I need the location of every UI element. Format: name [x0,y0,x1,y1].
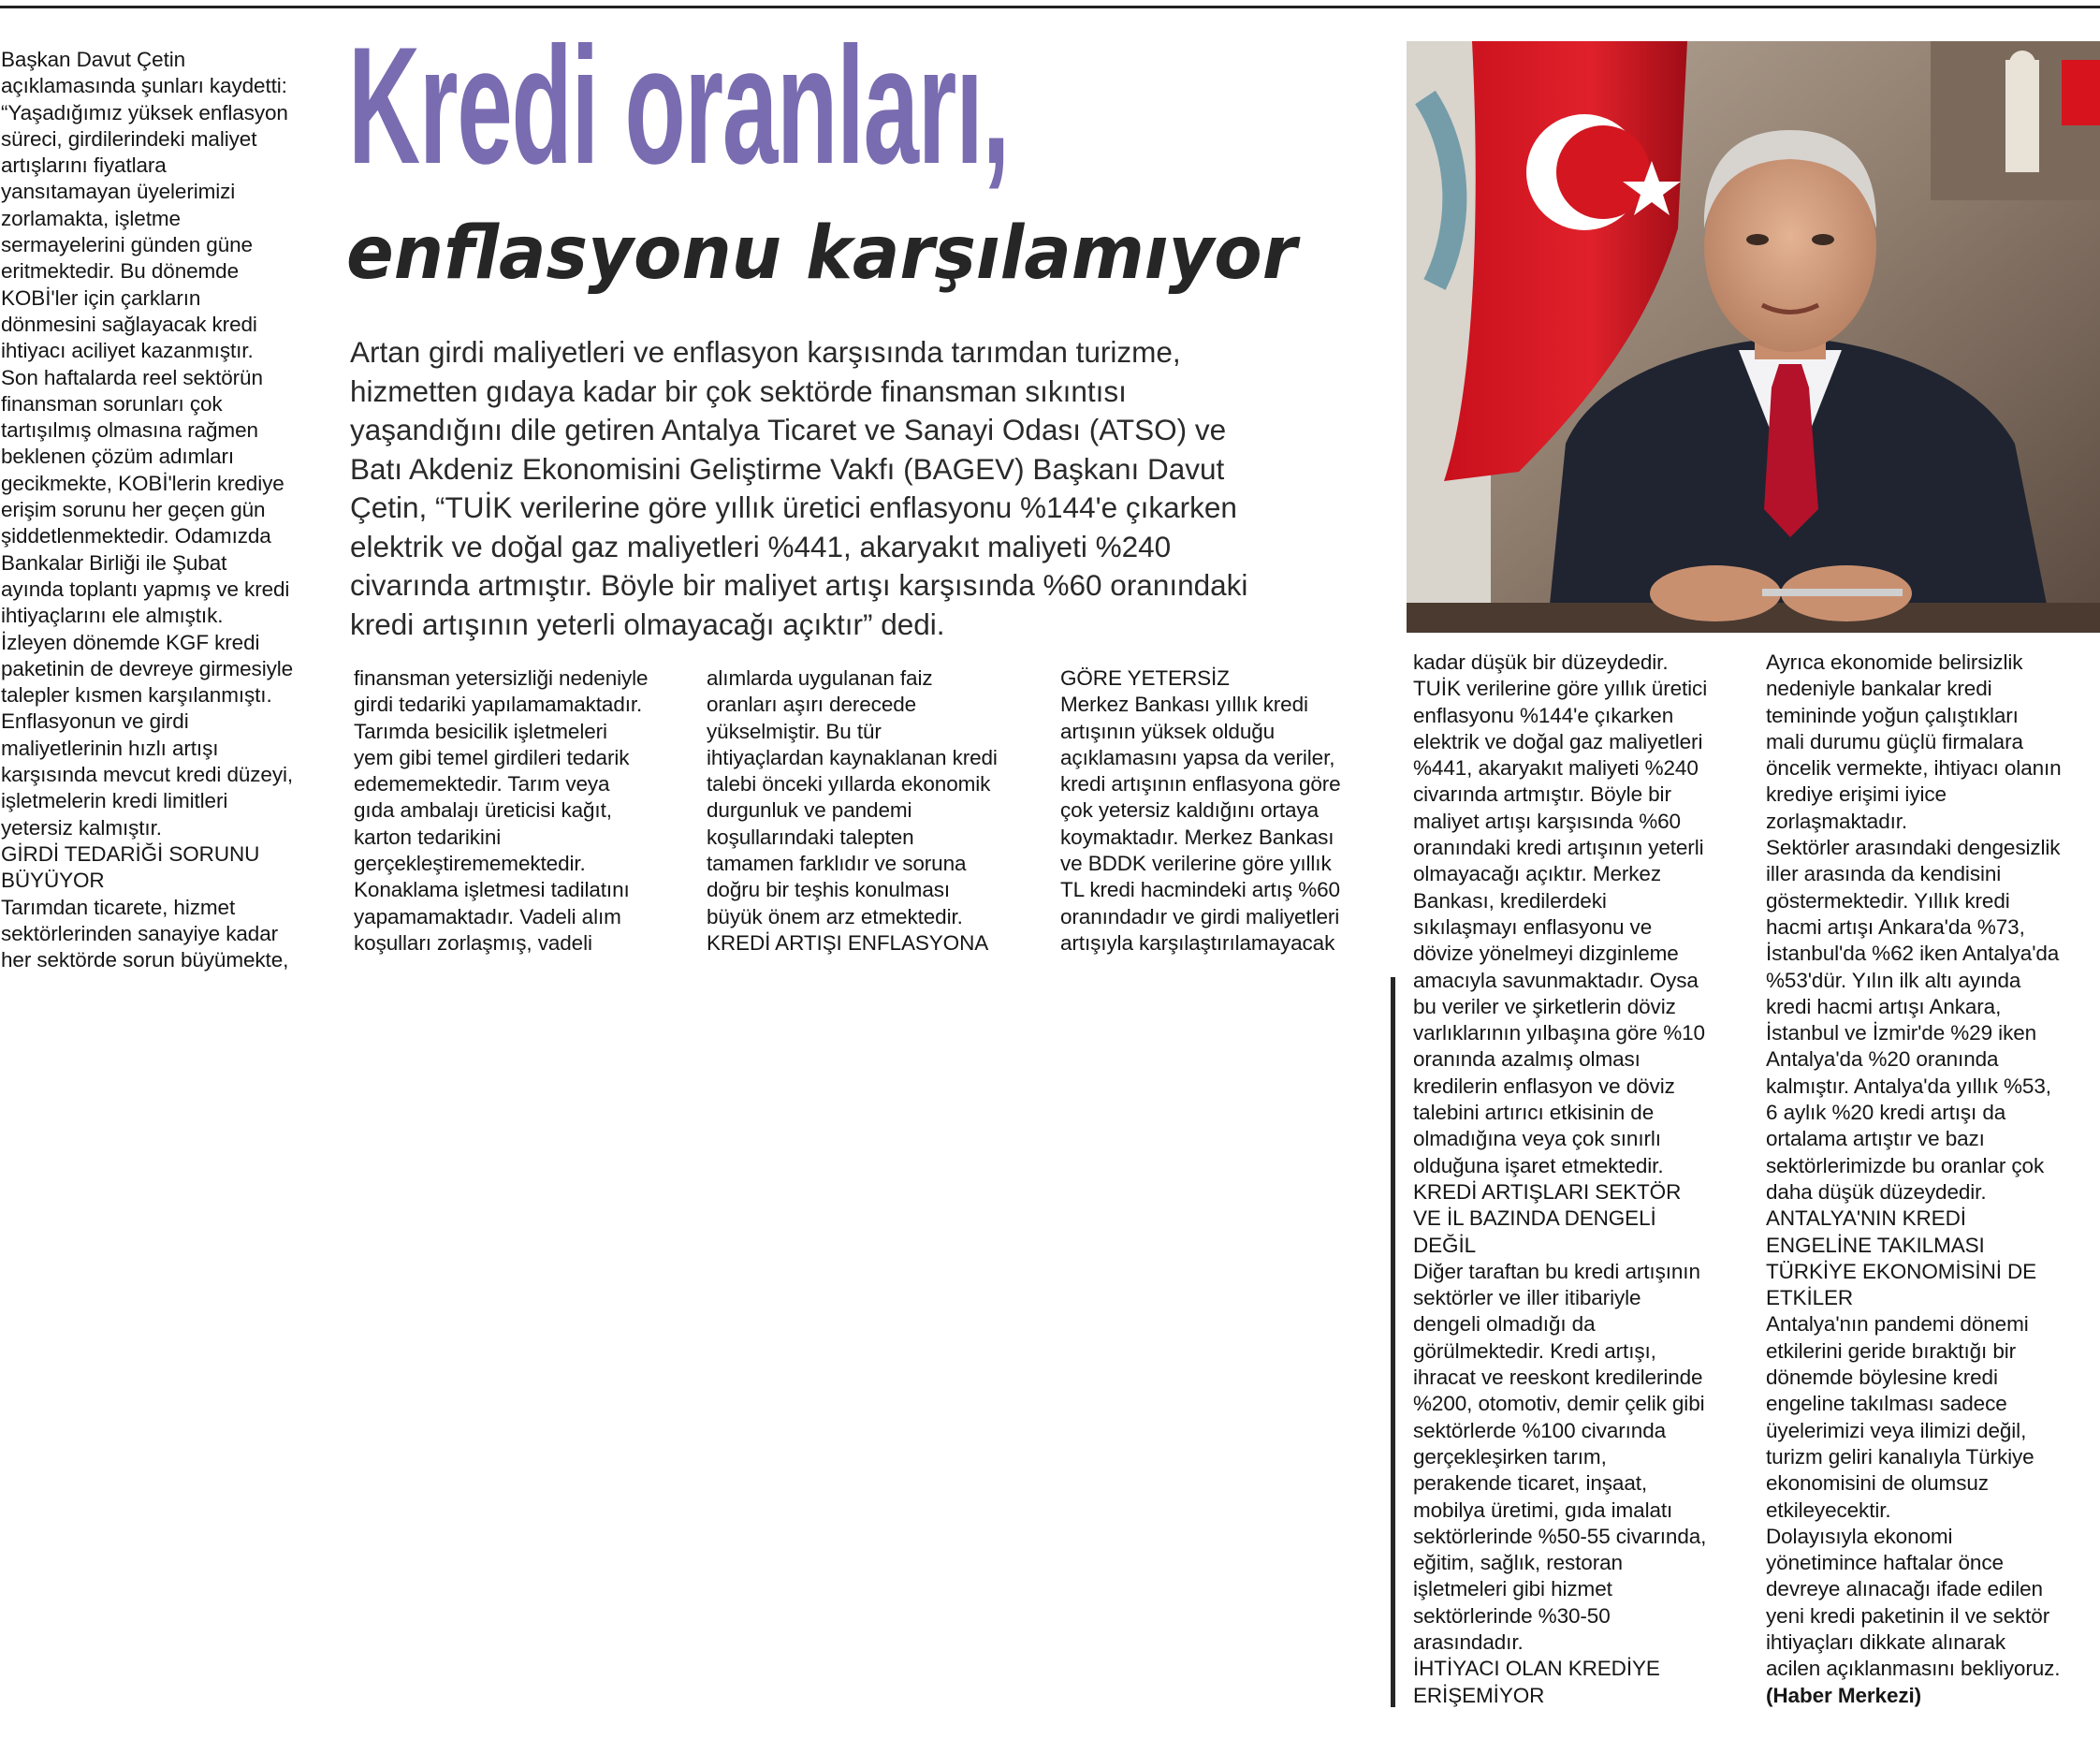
top-rule [0,6,2100,8]
column-divider [1391,977,1395,1707]
article-column-4: GÖRE YETERSİZ Merkez Bankası yıllık kredi artışının yüksek olduğu açıklamasını yapsa da veriler, kredi artışının enflasyona göre çok yetersiz kaldığını ortaya koymaktadır. Merkez Bankası ve BDDK verilerine göre yıllık TL kredi hacmindeki artış %60 oranındadır ve girdi maliyetleri artışıyla karşılaştırılamayacak [1060,666,1341,955]
lead-paragraph: Artan girdi maliyetleri ve enflasyon karşısında tarımdan turizme, hizmetten gıdaya kadar bir çok sektörde finansman sıkıntısı yaşandığını dile getiren Antalya Ticaret ve Sanayi Odası (ATSO) ve Batı Akdeniz Ekonomisini Geliştirme Vakfı (BAGEV) Başkanı Davut Çetin, “TUİK verilerine göre yıllık üretici enflasyonu %144'e çıkarken elektrik ve doğal gaz maliyetleri %441, akaryakıt maliyeti %240 civarında artmıştır. Böyle bir maliyet artışı karşısında %60 oranındaki kredi artışının yeterli olmayacağı açıktır” dedi. [350,335,1248,641]
news-credit: (Haber Merkezi) [1766,1683,1922,1707]
article-column-2: finansman yetersizliği nedeniyle girdi tedariki yapılamamaktadır. Tarımda besicilik işletmeleri yem gibi temel girdileri tedarik edememektedir. Tarım veya gıda ambalajı üreticisi kağıt, karton tedarikini gerçekleştirememektedir. Konaklama işletmesi tadilatını yapamamaktadır. Vadeli alım koşulları zorlaşmış, vadeli [354,666,649,955]
portrait-illustration [1407,41,2100,633]
portrait-photo [1407,41,2100,633]
headline-main: Kredi oranları, [348,12,1010,198]
article-column-3: alımlarda uygulanan faiz oranları aşırı derecede yükselmiştir. Bu tür ihtiyaçlardan kaynaklanan kredi talebi önceki yıllarda ekonomik durgunluk ve pandemi koşullarındaki talepten tamamen farklıdır ve soruna doğru bir teşhis konulması büyük önem arz etmektedir. KREDİ ARTIŞI ENFLASYONA [707,666,998,955]
column-6-text: Ayrıca ekonomide belirsizlik nedeniyle bankalar kredi temininde yoğun çalıştıkları mali durumu güçlü firmalara öncelik vermekte, ihtiyacı olanın krediye erişimi iyice zorlaşmaktadır. Sektörler arasındaki dengesizlik iller arasında da kendisini göstermektedir. Yıllık kredi hacmi artışı Ankara'da %73, İstanbul'da %62 iken Antalya'da %53'dür. Yılın ilk altı ayında kredi hacmi artışı Ankara, İstanbul ve İzmir'de %29 iken Antalya'da %20 oranında kalmıştır. Antalya'da yıllık %53, 6 aylık %20 kredi artışı da ortalama artıştır ve bazı sektörlerimizde bu oranlar çok daha düşük düzeydedir. ANTALYA'NIN KREDİ ENGELİNE TAKILMASI TÜRKİYE EKONOMİSİNİ DE ETKİLER Antalya'nın pandemi dönemi etkilerini geride bıraktığı bir dönemde böylesine kredi engeline takılması sadece üyelerimizi veya ilimizi değil, turizm geliri kanalıyla Türkiye ekonomisini de olumsuz etkileyecektir. Dolayısıyla ekonomi yönetimince haftalar önce devreye alınacağı ifade edilen yeni kredi paketinin il ve sektör ihtiyaçları dikkate alınarak acilen açıklanmasını bekliyoruz. [1766,650,2062,1681]
article-column-6 [1766,650,2100,1709]
headline-sub: enflasyonu karşılamıyor [346,212,1297,296]
article-column-1: Başkan Davut Çetin açıklamasında şunları kaydetti: “Yaşadığımız yüksek enflasyon süreci, girdilerindeki maliyet artışlarını fiyatlara yansıtamayan üyelerimizi zorlamakta, işletme sermayelerini günden güne eritmektedir. Bu dönemde KOBİ'ler için çarkların dönmesini sağlayacak kredi ihtiyacı aciliyet kazanmıştır. Son haftalarda reel sektörün finansman sorunları çok tartışılmış olmasına rağmen beklenen çözüm adımları gecikmekte, KOBİ'lerin krediye erişim sorunu her geçen gün şiddetlenmektedir. Odamızda Bankalar Birliği ile Şubat ayında toplantı yapmış ve kredi ihtiyaçlarını ele almıştık. İzleyen dönemde KGF kredi paketinin de devreye girmesiyle talepler kısmen karşılanmıştı. Enflasyonun ve girdi maliyetlerinin hızlı artışı karşısında mevcut kredi düzeyi, işletmelerin kredi limitleri yetersiz kalmıştır. GİRDİ TEDARİĞİ SORUNU BÜYÜYOR Tarımdan ticarete, hizmet sektörlerinden sanayiye kadar her sektörde sorun büyümekte, [1,48,294,972]
article-column-5: kadar düşük bir düzeydedir. TUİK verilerine göre yıllık üretici enflasyonu %144'e çıkarken elektrik ve doğal gaz maliyetleri %441, akaryakıt maliyeti %240 civarında artmıştır. Böyle bir maliyet artışı karşısında %60 oranındaki kredi artışının yeterli olmayacağı açıktır. Merkez Bankası, kredilerdeki sıkılaşmayı enflasyonu ve dövize yönelmeyi dizginleme amacıyla savunmaktadır. Oysa bu veriler ve şirketlerin döviz varlıklarının yılbaşına göre %10 oranında azalmış olması kredilerin enflasyon ve döviz talebini artırıcı etkisinin de olmadığına veya çok sınırlı olduğuna işaret etmektedir. KREDİ ARTIŞLARI SEKTÖR VE İL BAZINDA DENGELİ DEĞİL Diğer taraftan bu kredi artışının sektörler ve iller itibariyle dengeli olmadığı da görülmektedir. Kredi artışı, ihracat ve reeskont kredilerinde %200, otomotiv, demir çelik gibi sektörlerde %100 civarında gerçekleşirken tarım, perakende ticaret, inşaat, mobilya üretimi, gıda imalatı sektörlerinde %50-55 civarında, eğitim, sağlık, restoran işletmeleri gibi hizmet sektörlerinde %30-50 arasındadır. İHTİYACI OLAN KREDİYE ERİŞEMİYOR [1413,650,1708,1707]
